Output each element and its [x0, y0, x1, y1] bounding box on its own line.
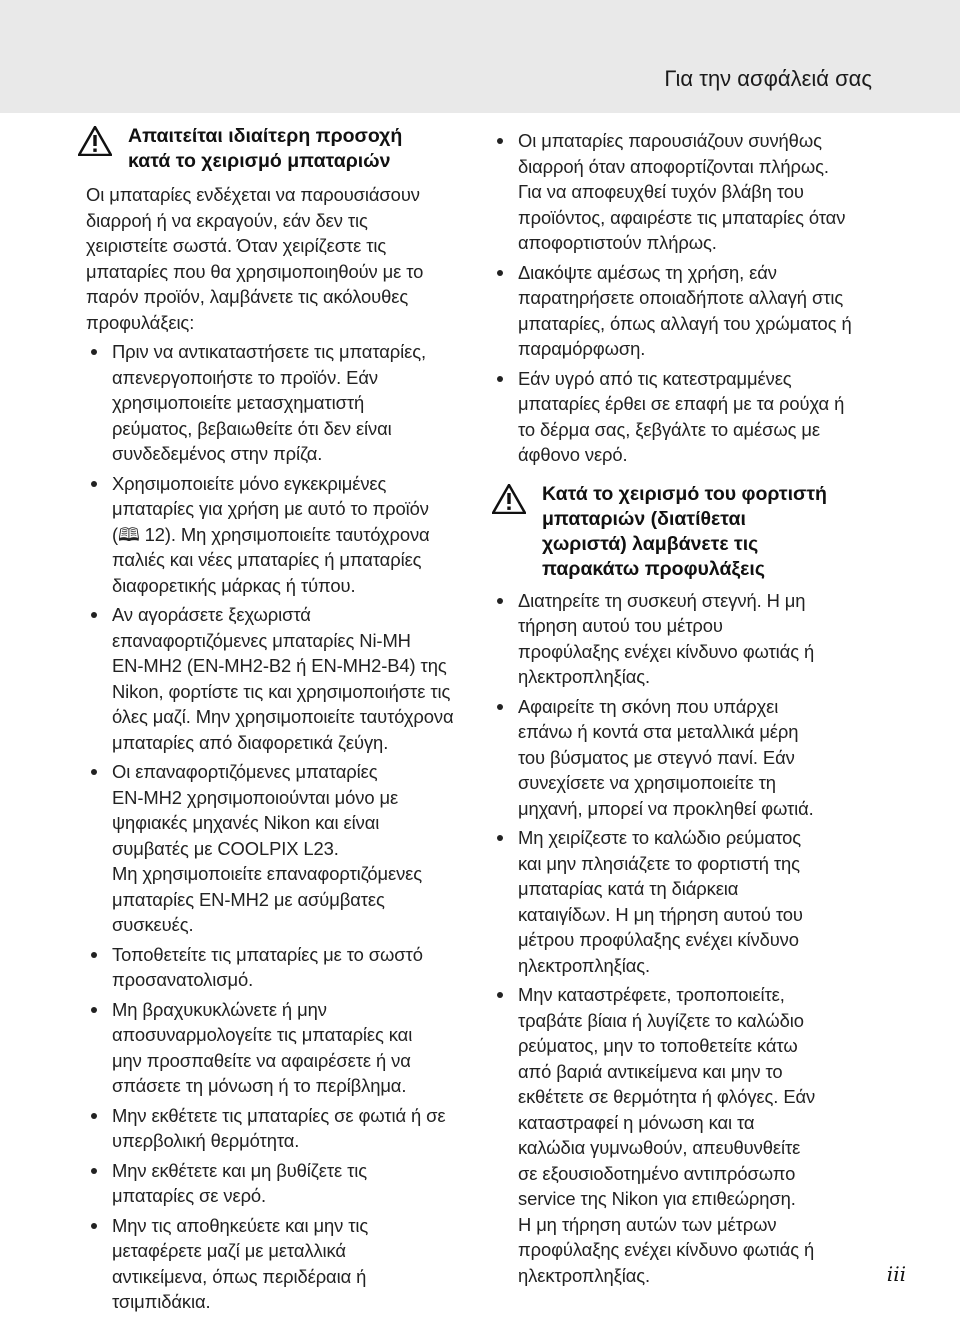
charger-precautions-list	[492, 588, 877, 1289]
text-line: εκθέτετε σε θερμότητα ή φλόγες. Εάν	[518, 1086, 816, 1107]
battery-precautions-list	[86, 339, 466, 1315]
list-item	[492, 588, 877, 690]
text-line: διαρροή ή να εκραγούν, εάν δεν τις	[86, 209, 368, 231]
text-line: και μην πλησιάζετε το φορτιστή της	[518, 852, 800, 874]
warning-title-line: Κατά το χειρισμό του φορτιστή	[542, 482, 827, 505]
text-line: Μην τις αποθηκεύετε και μην τις	[112, 1214, 369, 1236]
text-line: συνεχίσετε να χρησιμοποιείτε τη	[518, 772, 776, 793]
text-line: Οι μπαταρίες παρουσιάζουν συνήθως	[518, 130, 822, 151]
list-item	[86, 759, 466, 938]
text-line: Μην εκθέτετε τις μπαταρίες σε φωτιά ή σε	[112, 1104, 446, 1126]
list-item	[492, 694, 877, 822]
text-line: άφθονο νερό.	[518, 444, 628, 465]
text-line: Μη βραχυκυκλώνετε ή μην	[112, 998, 327, 1020]
text-line: Nikon, φορτίστε τις και χρησιμοποιήστε τις	[112, 680, 451, 702]
text-line: υπερβολική θερμότητα.	[112, 1130, 300, 1151]
text-line: παρόν προϊόν, λαμβάνετε τις ακόλουθες	[86, 286, 409, 307]
text-line: μπαταρίες σε νερό.	[112, 1185, 267, 1206]
text-line: προφύλαξης ενέχει κίνδυνο φωτιάς ή	[518, 1239, 815, 1260]
text-line: μέτρου προφύλαξης ενέχει κίνδυνο	[518, 929, 799, 950]
text-line: ηλεκτροπληξίας.	[518, 1264, 651, 1286]
text-line: χρησιμοποιείτε μετασχηματιστή	[112, 392, 365, 413]
text-line: παραμόρφωση.	[518, 338, 646, 359]
list-item	[86, 1103, 466, 1154]
text-line: Για να αποφευχθεί τυχόν βλάβη του	[518, 181, 804, 202]
text-line: μπαταρίες έρθει σε επαφή με τα ρούχα ή	[518, 393, 845, 414]
text-line: ηλεκτροπληξίας.	[518, 954, 651, 976]
text-line: σπάσετε τη μόνωση ή το περίβλημα.	[112, 1075, 407, 1096]
warning-title-line: Απαιτείται ιδιαίτερη προσοχή	[128, 125, 403, 147]
warning-title-line: κατά το χειρισμό μπαταριών	[128, 150, 391, 172]
battery-precautions-list-continued	[492, 128, 877, 468]
right-column	[492, 128, 877, 1292]
warning-title	[128, 124, 402, 174]
text-line: μεταφέρετε μαζί με μεταλλικά	[112, 1240, 346, 1261]
text-line: αντικείμενα, όπως περιδέραια ή	[112, 1265, 367, 1287]
text-line: Αφαιρείτε τη σκόνη που υπάρχει	[518, 695, 779, 717]
list-item	[86, 471, 466, 599]
text-line: καταιγίδων. Η μη τήρηση αυτού του	[518, 903, 803, 925]
text-line: συσκευές.	[112, 914, 194, 935]
text-line: σε εξουσιοδοτημένο αντιπρόσωπο	[518, 1162, 796, 1184]
page-header-band	[0, 0, 960, 113]
text-line: συνδεδεμένος στην πρίζα.	[112, 443, 323, 464]
battery-warning-heading	[78, 124, 466, 174]
list-item	[492, 982, 877, 1288]
text-line: Μην εκθέτετε και μη βυθίζετε τις	[112, 1159, 368, 1181]
text-line: Οι μπαταρίες ενδέχεται να παρουσιάσουν	[86, 184, 420, 205]
list-item	[492, 366, 877, 468]
text-line: παλιές και νέες μπαταρίες ή μπαταρίες	[112, 549, 422, 570]
text-line: ηλεκτροπληξίας.	[518, 666, 651, 687]
text-line: αποφορτιστούν πλήρως.	[518, 232, 717, 253]
text-line: EN-MH2 χρησιμοποιούνται μόνο με	[112, 786, 399, 808]
text-line: μπαταρίες, όπως αλλαγή του χρώματος ή	[518, 312, 852, 334]
text-line: μπαταρίες για χρήση με αυτό το προϊόν	[112, 498, 429, 519]
list-item	[86, 339, 466, 467]
list-item	[492, 260, 877, 362]
list-item	[492, 128, 877, 256]
text-line: προφύλαξης ενέχει κίνδυνο φωτιάς ή	[518, 640, 815, 662]
text-line: καταστραφεί η μόνωση και τα	[518, 1111, 755, 1133]
text-line: μπαταρίες από διαφορετικά ζεύγη.	[112, 731, 389, 753]
text-line: διαρροή όταν αποφορτίζονται πλήρως.	[518, 155, 829, 177]
text-line: τσιμπιδάκια.	[112, 1291, 211, 1312]
text-line: επαναφορτιζόμενες μπαταρίες Ni-MH	[112, 629, 411, 651]
text-line: Μην καταστρέφετε, τροποποιείτε,	[518, 984, 785, 1005]
text-line: το δέρμα σας, ξεβγάλτε το αμέσως με	[518, 418, 820, 440]
text-line: Μη χειρίζεστε το καλώδιο ρεύματος	[518, 827, 801, 848]
text-line: Διατηρείτε τη συσκευή στεγνή. Η μη	[518, 589, 806, 611]
text-line: (🕮 12). Μη χρησιμοποιείτε ταυτόχρονα	[112, 523, 430, 545]
text-line: Διακόψτε αμέσως τη χρήση, εάν	[518, 261, 777, 283]
text-line: μπαταρίες που θα χρησιμοποιηθούν με το	[86, 260, 424, 282]
text-line: απενεργοποιήστε το προϊόν. Εάν	[112, 366, 378, 388]
text-line: Αν αγοράσετε ξεχωριστά	[112, 604, 311, 625]
text-line: αποσυναρμολογείτε τις μπαταρίες και	[112, 1024, 413, 1045]
text-line: τραβάτε βίαια ή λυγίζετε το καλώδιο	[518, 1009, 804, 1031]
text-line: προϊόντος, αφαιρέστε τις μπαταρίες όταν	[518, 206, 846, 228]
left-column	[86, 124, 466, 1319]
text-line: παρατηρήσετε οποιαδήποτε αλλαγή στις	[518, 287, 844, 308]
text-line: ρεύματος, μην το τοποθετείτε κάτω	[518, 1035, 798, 1056]
text-line: όλες μαζί. Μην χρησιμοποιείτε ταυτόχρονα	[112, 706, 454, 727]
text-line: από βαριά αντικείμενα και μην το	[518, 1060, 783, 1082]
text-line: Μη χρησιμοποιείτε επαναφορτιζόμενες	[112, 863, 423, 884]
text-line: Τοποθετείτε τις μπαταρίες με το σωστό	[112, 943, 423, 965]
text-line: τήρηση αυτού του μέτρου	[518, 615, 723, 636]
text-line: καλώδια γυμνωθούν, απευθυνθείτε	[518, 1137, 801, 1158]
text-line: ψηφιακές μηχανές Nikon και είναι	[112, 812, 380, 833]
text-line: διαφορετικής μάρκας ή τύπου.	[112, 574, 356, 596]
warning-icon	[78, 126, 112, 156]
text-line: συμβατές με COOLPIX L23.	[112, 837, 339, 859]
text-line: μηχανή, μπορεί να προκληθεί φωτιά.	[518, 797, 814, 819]
text-line: service της Nikon για επιθεώρηση.	[518, 1188, 796, 1209]
text-line: EN-MH2 (EN-MH2-B2 ή EN-MH2-B4) της	[112, 655, 447, 676]
list-item	[86, 1213, 466, 1315]
charger-warning-heading	[492, 482, 877, 582]
text-line: μπαταρίες EN-MH2 με ασύμβατες	[112, 888, 385, 910]
list-item	[86, 1158, 466, 1209]
page-header-title: Για την ασφάλειά σας	[664, 66, 872, 91]
text-line: μην προσπαθείτε να αφαιρέσετε ή να	[112, 1049, 411, 1071]
text-line: του βύσματος με στεγνό πανί. Εάν	[518, 746, 795, 768]
text-line: προφυλάξεις:	[86, 311, 195, 333]
text-line: χειριστείτε σωστά. Όταν χειρίζεστε τις	[86, 235, 387, 256]
list-item	[492, 825, 877, 978]
page-number: iii	[886, 1262, 906, 1286]
warning-title-line: μπαταριών (διατίθεται	[542, 507, 746, 530]
list-item	[86, 997, 466, 1099]
warning-title-line: χωριστά) λαμβάνετε τις	[542, 532, 759, 555]
text-line: Χρησιμοποιείτε μόνο εγκεκριμένες	[112, 472, 387, 494]
text-line: Εάν υγρό από τις κατεστραμμένες	[518, 367, 792, 389]
text-line: προσανατολισμό.	[112, 969, 254, 990]
warning-title-line: παρακάτω προφυλάξεις	[542, 557, 765, 580]
list-item	[86, 602, 466, 755]
text-line: Οι επαναφορτιζόμενες μπαταρίες	[112, 761, 378, 782]
text-line: ρεύματος, βεβαιωθείτε ότι δεν είναι	[112, 417, 392, 439]
text-line: επάνω ή κοντά στα μεταλλικά μέρη	[518, 721, 799, 742]
warning-icon	[492, 484, 526, 514]
list-item	[86, 942, 466, 993]
intro-paragraph	[86, 182, 466, 335]
text-line: μπαταρίας κατά τη διάρκεια	[518, 878, 739, 899]
text-line: Η μη τήρηση αυτών των μέτρων	[518, 1213, 777, 1235]
warning-title	[542, 482, 827, 582]
text-line: Πριν να αντικαταστήσετε τις μπαταρίες,	[112, 341, 426, 362]
